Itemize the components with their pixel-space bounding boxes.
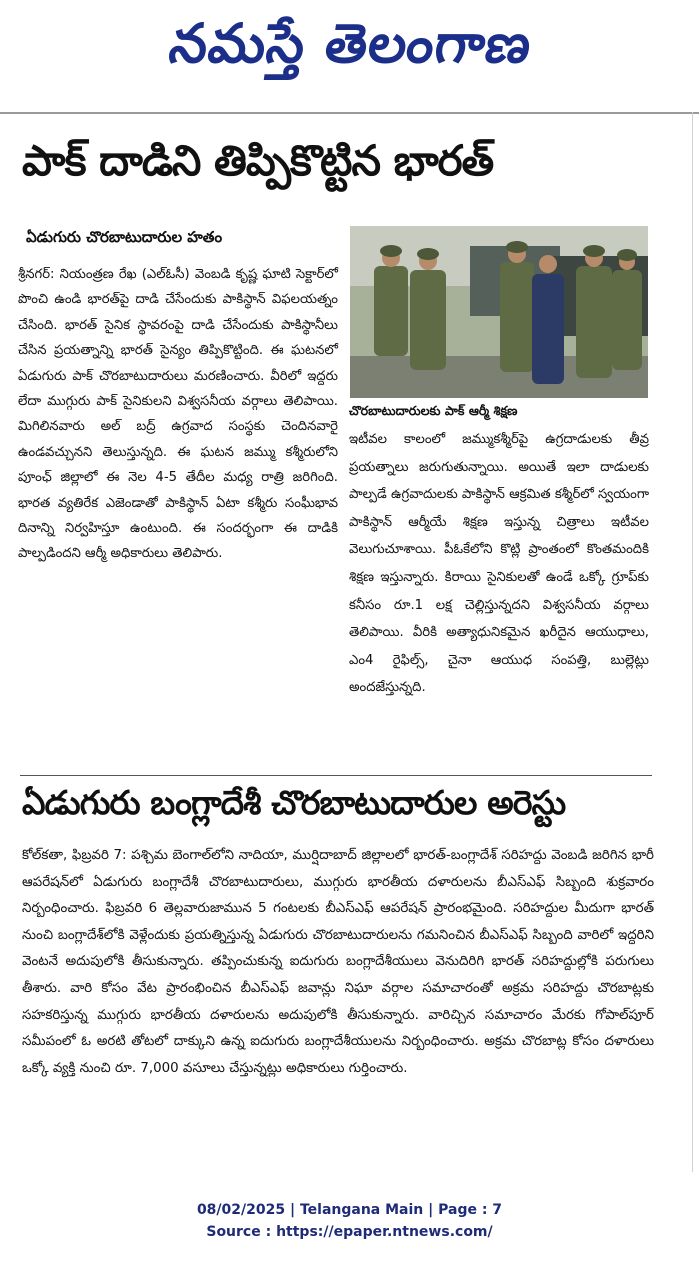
- story2-body: [22, 843, 654, 1082]
- story1-headline: పాక్‌ దాడిని తిప్పికొట్టిన భారత్‌: [22, 136, 494, 185]
- story1-body-right-text: ఇటీవల కాలంలో జమ్ముకశ్మీర్‌పై ఉగ్రదాడులకు తీవ్ర ప్రయత్నాలు జరుగుతున్నాయి. అయితే ఇలా దాడులకు పాల్పడే ఉగ్రవాదులకు పాకిస్థాన్‌ ఆక్రమిత కశ్మీర్‌లో స్వయంగా పాకిస్థాన్‌ ఆర్మీయే శిక్షణ ఇస్తున్న చిత్రాలు ఇటీవల వెలుగుచూశాయి. పీఓకేలోని కొట్లి ప్రాంతంలో కొంతమందికి శిక్షణ ఇస్తున్నారు. కిరాయి సైనికులతో ఉండే ఒక్కో గ్రూప్‌కు కనీసం రూ.1 లక్ష చెల్లిస్తున్నదని విశ్వసనీయ వర్గాలు తెలిపాయి. వీరికి అత్యాధునికమైన ఖరీదైన ఆయుధాలు, ఎం4 రైఫిల్స్‌, చైనా ఆయుధ సంపత్తి, బుల్లెట్లు అందజేస్తున్నది.: [349, 432, 649, 696]
- page-edge-rule: [692, 112, 693, 1172]
- masthead-divider: [0, 112, 699, 114]
- soldiers-photo: [350, 226, 648, 398]
- footer-source-link[interactable]: Source : https://epaper.ntnews.com/: [206, 1224, 493, 1240]
- story1-body-text: శ్రీనగర్‌: నియంత్రణ రేఖ (ఎల్‌ఓసీ) వెంబడి కృష్ణ ఘాటి సెక్టార్‌లో పొంచి ఉండి భారత్‌పై దాడి చేసేందుకు పాకిస్థాన్‌ విఫలయత్నం చేసింది. భారత్‌ సైనిక స్థావరంపై దాడి చేసేందుకు పాకిస్థానీలు చేసిన ప్రయత్నాన్ని భారత్‌ సైన్యం తిప్పికొట్టింది. ఈ ఘటనలో ఏడుగురు పాక్‌ చొరబాటుదారులు మరణించారు. వీరిలో ఇద్దరు లేదా ముగ్గురు పాక్‌ సైనికులని విశ్వసనీయ వర్గాలు తెలిపాయి. మిగిలినవారు అల్‌ బద్ర్‌ ఉగ్రవాద సంస్థకు చెందినవారై ఉండవచ్చునని తెలుస్తున్నది. ఈ ఘటన జమ్ము కశ్మీరులోని పూంఛ్‌ జిల్లాలో ఈ నెల 4-5 తేదీల మధ్య రాత్రి జరిగింది. భారత వ్యతిరేక ఎజెండాతో పాకిస్థాన్‌ ఏటా కశ్మీరు సంఘీభావ దినాన్ని నిర్వహిస్తూ ఉంటుంది. ఈ సందర్భంగా ఈ దాడికి పాల్పడిందని ఆర్మీ అధికారులు తెలిపారు.: [18, 267, 338, 562]
- masthead: [0, 0, 699, 100]
- soldiers-photo-illustration: [350, 226, 648, 398]
- story2-headline: ఏడుగురు బంగ్లాదేశీ చొరబాటుదారుల అరెస్టు: [22, 783, 566, 822]
- story-divider: [20, 775, 652, 776]
- footer-date-page: 08/02/2025 | Telangana Main | Page : 7: [196, 1202, 503, 1218]
- story1-subhead: ఏడుగురు చొరబాటుదారుల హతం: [26, 228, 223, 246]
- newspaper-logo: నమస్తే తెలంగాణ: [165, 11, 536, 75]
- story2-body-text: కోల్‌కతా, ఫిబ్రవరి 7: పశ్చిమ బెంగాల్‌లోని నాదియా, ముర్షిదాబాద్‌ జిల్లాలలో భారత్‌-బంగ్లాదేశ్‌ సరిహద్దు వెంబడి జరిగిన భారీ ఆపరేషన్‌లో ఏడుగురు బంగ్లాదేశీ చొరబాటుదారులు, ముగ్గురు భారతీయ దళారులను బీఎస్‌ఎఫ్‌ సిబ్బంది శుక్రవారం నిర్బంధించారు. ఫిబ్రవరి 6 తెల్లవారుజామున 5 గంటలకు బీఎస్‌ఎఫ్‌ ఆపరేషన్‌ ప్రారంభమైంది. సరిహద్దుల మీదుగా భారత్‌ నుంచి బంగ్లాదేశ్‌లోకి వెళ్లేందుకు ప్రయత్నిస్తున్న ఏడుగురు చొరబాటుదారులను గమనించిన బీఎస్‌ఎఫ్‌ సిబ్బంది వారిలో ఇద్దరిని వెంటనే అదుపులోకి తీసుకున్నారు. తప్పించుకున్న ఐదుగురు బంగ్లాదేశీయులు వెనుదిరిగి భారత్‌ సరిహద్దుల్లోకి పరుగులు తీశారు. వారి కోసం వేట ప్రారంభించిన బీఎస్‌ఎఫ్‌ జవాన్లు నిఘా వర్గాల సమాచారంతో అక్రమ సరిహద్దు చొరబాట్లకు సహకరిస్తున్న ముగ్గురు భారతీయ దళారులను అదుపులోకి తీసుకున్నారు. వారిచ్చిన సమాచారం మేరకు గోపాల్‌పూర్‌ సమీపంలో ఓ అరటి తోటలో దాక్కుని ఉన్న ఐదుగురు బంగ్లాదేశీయులను నిర్బంధించారు. అక్రమ చొరబాట్ల కోసం దళారులు ఒక్కో వ్యక్తి నుంచి రూ. 7,000 వసూలు చేస్తున్నట్లు అధికారులు గుర్తించారు.: [22, 848, 654, 1076]
- story1-body-right: [349, 426, 649, 702]
- story1-body-left: [18, 262, 338, 567]
- page-footer: [0, 1199, 699, 1243]
- photo-caption: చొరబాటుదారులకు పాక్‌ ఆర్మీ శిక్షణ: [349, 403, 518, 418]
